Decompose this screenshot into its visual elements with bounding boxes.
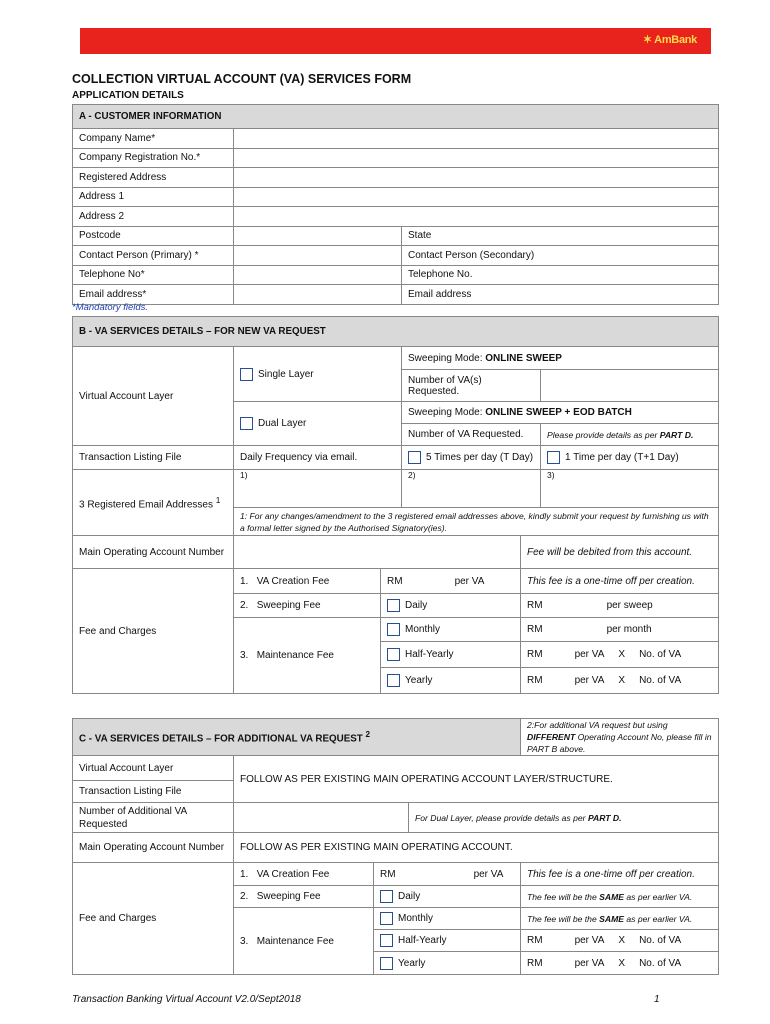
half-yearly-amount[interactable]: RM per VA X No. of VA — [521, 642, 719, 668]
reg-address-label: Registered Address — [73, 168, 234, 188]
follow-account-note: FOLLOW AS PER EXISTING MAIN OPERATING ACCOUNT. — [234, 833, 719, 863]
c-maint-monthly-option[interactable]: Monthly — [374, 908, 521, 930]
contact-secondary-field[interactable]: Contact Person (Secondary) — [402, 246, 719, 266]
c-va-layer-label: Virtual Account Layer — [73, 756, 234, 781]
c-maint-half-yearly-option[interactable]: Half-Yearly — [374, 930, 521, 952]
brand-header-bar — [80, 28, 711, 54]
num-additional-label: Number of Additional VA Requested — [73, 803, 234, 833]
fee-charges-label: Fee and Charges — [73, 569, 234, 694]
main-account-number-boxes[interactable] — [234, 536, 521, 569]
one-time-checkbox[interactable] — [547, 451, 560, 464]
per-sweep-amount[interactable]: RM per sweep — [521, 594, 719, 618]
num-va-dual-label: Number of VA Requested. — [402, 424, 541, 446]
five-times-option[interactable]: 5 Times per day (T Day) — [402, 446, 541, 470]
c-sweep-daily-checkbox[interactable] — [380, 890, 393, 903]
ambank-logo: ✶ AmBank — [642, 34, 697, 46]
page-number: 1 — [654, 994, 660, 1005]
form-subtitle: APPLICATION DETAILS — [72, 90, 184, 101]
c-va-creation-fee-label: 1. VA Creation Fee — [234, 863, 374, 886]
postcode-field[interactable] — [234, 226, 402, 246]
c-maint-yearly-checkbox[interactable] — [380, 957, 393, 970]
five-times-checkbox[interactable] — [408, 451, 421, 464]
c-maintenance-fee-label: 3. Maintenance Fee — [234, 908, 374, 975]
telephone-label: Telephone No* — [73, 265, 234, 285]
contact-primary-label: Contact Person (Primary) * — [73, 246, 234, 266]
c-main-account-label: Main Operating Account Number — [73, 833, 234, 863]
num-va-field[interactable] — [541, 370, 719, 402]
num-va-label: Number of VA(s) Requested. — [402, 370, 541, 402]
daily-frequency-label: Daily Frequency via email. — [234, 446, 402, 470]
num-additional-field[interactable] — [234, 803, 409, 833]
dual-layer-checkbox[interactable] — [240, 417, 253, 430]
email-change-note: 1: For any changes/amendment to the 3 registered email addresses above, kindly submit your request by furnishing us with a formal letter signed by the Authorised Signatory(ies). — [234, 508, 719, 536]
per-month-amount[interactable]: RM per month — [521, 618, 719, 642]
address2-field[interactable] — [234, 207, 719, 227]
follow-layer-note: FOLLOW AS PER EXISTING MAIN OPERATING ACCOUNT LAYER/STRUCTURE. — [234, 756, 719, 803]
company-reg-label: Company Registration No.* — [73, 148, 234, 168]
address1-field[interactable] — [234, 187, 719, 207]
va-layer-label: Virtual Account Layer — [73, 347, 234, 446]
c-va-creation-fee-amount[interactable]: RM per VA — [374, 863, 521, 886]
section-c-header: C - VA SERVICES DETAILS – FOR ADDITIONAL VA REQUEST $^2$ — [73, 719, 521, 756]
email-field[interactable] — [234, 285, 402, 305]
mandatory-note: *Mandatory fields. — [72, 302, 149, 313]
email-secondary-field[interactable]: Email address — [402, 285, 719, 305]
telephone-secondary-field[interactable]: Telephone No. — [402, 265, 719, 285]
yearly-amount[interactable]: RM per VA X No. of VA — [521, 668, 719, 694]
section-b-table — [72, 316, 719, 694]
va-creation-fee-label: 1. VA Creation Fee — [234, 569, 381, 594]
sweep-daily-option[interactable]: Daily — [381, 594, 521, 618]
dual-layer-note: For Dual Layer, please provide details as per PART D. — [409, 803, 719, 833]
va-creation-fee-amount[interactable]: RM per VA — [381, 569, 521, 594]
maint-yearly-option[interactable]: Yearly — [381, 668, 521, 694]
same-fee-note-2: The fee will be the SAME as per earlier VA. — [521, 908, 719, 930]
email-field-2[interactable]: 2) — [402, 470, 541, 508]
c-maint-yearly-option[interactable]: Yearly — [374, 952, 521, 975]
email-field-1[interactable]: 1) — [234, 470, 402, 508]
telephone-field[interactable] — [234, 265, 402, 285]
maint-half-yearly-checkbox[interactable] — [387, 648, 400, 661]
email-label: Email address* — [73, 285, 234, 305]
company-name-field[interactable] — [234, 129, 719, 149]
company-name-label: Company Name* — [73, 129, 234, 149]
email-field-3[interactable]: 3) — [541, 470, 719, 508]
c-fee-charges-label: Fee and Charges — [73, 863, 234, 975]
one-time-option[interactable]: 1 Time per day (T+1 Day) — [541, 446, 719, 470]
maintenance-fee-label: 3. Maintenance Fee — [234, 618, 381, 694]
different-account-note: 2:For additional VA request but using DIFFERENT Operating Account No, please fill in PART B above. — [521, 719, 719, 756]
maint-monthly-option[interactable]: Monthly — [381, 618, 521, 642]
single-layer-checkbox[interactable] — [240, 368, 253, 381]
sweeping-mode-eod: Sweeping Mode: ONLINE SWEEP + EOD BATCH — [402, 402, 719, 424]
single-layer-option[interactable]: Single Layer — [234, 347, 402, 402]
same-fee-note-1: The fee will be the SAME as per earlier VA. — [521, 886, 719, 908]
footer-version: Transaction Banking Virtual Account V2.0/Sept2018 — [72, 994, 301, 1005]
main-account-label: Main Operating Account Number — [73, 536, 234, 569]
sweeping-mode-online: Sweeping Mode: ONLINE SWEEP — [402, 347, 719, 370]
state-field[interactable]: State — [402, 226, 719, 246]
form-title: COLLECTION VIRTUAL ACCOUNT (VA) SERVICES FORM — [72, 72, 412, 86]
postcode-label: Postcode — [73, 226, 234, 246]
reg-address-field[interactable] — [234, 168, 719, 188]
logo-mark-icon: ✶ — [642, 34, 655, 46]
section-a-table — [72, 104, 719, 305]
section-a-header: A - CUSTOMER INFORMATION — [73, 105, 719, 129]
dual-layer-option[interactable]: Dual Layer — [234, 402, 402, 446]
part-d-note: Please provide details as per PART D. — [541, 424, 719, 446]
address1-label: Address 1 — [73, 187, 234, 207]
section-b-header: B - VA SERVICES DETAILS – FOR NEW VA REQUEST — [73, 317, 719, 347]
c-maint-monthly-checkbox[interactable] — [380, 912, 393, 925]
sweeping-fee-label: 2. Sweeping Fee — [234, 594, 381, 618]
section-c-table — [72, 718, 719, 975]
company-reg-field[interactable] — [234, 148, 719, 168]
c-sweeping-fee-label: 2. Sweeping Fee — [234, 886, 374, 908]
fee-debit-note: Fee will be debited from this account. — [521, 536, 719, 569]
c-half-yearly-amount[interactable]: RM per VA X No. of VA — [521, 930, 719, 952]
c-maint-half-yearly-checkbox[interactable] — [380, 934, 393, 947]
reg-emails-label: 3 Registered Email Addresses $^1$ — [73, 470, 234, 536]
contact-primary-field[interactable] — [234, 246, 402, 266]
c-sweep-daily-option[interactable]: Daily — [374, 886, 521, 908]
txn-listing-label: Transaction Listing File — [73, 446, 234, 470]
sweep-daily-checkbox[interactable] — [387, 599, 400, 612]
maint-half-yearly-option[interactable]: Half-Yearly — [381, 642, 521, 668]
c-txn-listing-label: Transaction Listing File — [73, 781, 234, 803]
address2-label: Address 2 — [73, 207, 234, 227]
c-one-time-fee-note: This fee is a one-time off per creation. — [521, 863, 719, 886]
maint-yearly-checkbox[interactable] — [387, 674, 400, 687]
maint-monthly-checkbox[interactable] — [387, 623, 400, 636]
c-yearly-amount[interactable]: RM per VA X No. of VA — [521, 952, 719, 975]
one-time-fee-note: This fee is a one-time off per creation. — [521, 569, 719, 594]
